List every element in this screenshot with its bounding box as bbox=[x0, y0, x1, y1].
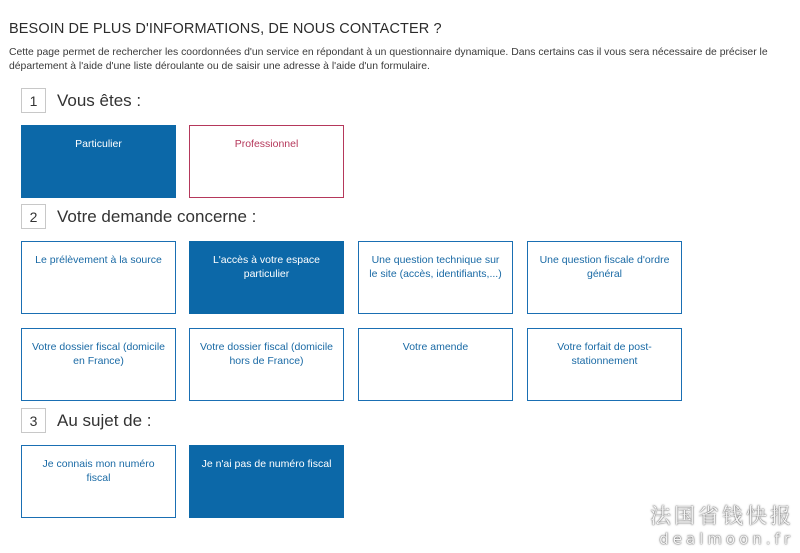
step-number: 2 bbox=[21, 204, 46, 229]
step-1-header bbox=[21, 88, 141, 113]
option-pas-numero-fiscal[interactable]: Je n'ai pas de numéro fiscal bbox=[189, 445, 344, 518]
option-particulier[interactable]: Particulier bbox=[21, 125, 176, 198]
option-forfait-stationnement[interactable]: Votre forfait de post-stationnement bbox=[527, 328, 682, 401]
option-acces-espace[interactable]: L'accès à votre espace particulier bbox=[189, 241, 344, 314]
step-title: Vous êtes : bbox=[57, 90, 142, 110]
option-dossier-hors-france[interactable]: Votre dossier fiscal (domicile hors de France) bbox=[189, 328, 344, 401]
step-2-header bbox=[21, 204, 256, 229]
option-prelevement-source[interactable]: Le prélèvement à la source bbox=[21, 241, 176, 314]
watermark bbox=[650, 500, 794, 548]
step-title: Votre demande concerne : bbox=[57, 206, 257, 226]
step-3-header bbox=[21, 408, 152, 433]
page-title: BESOIN DE PLUS D'INFORMATIONS, DE NOUS CONTACTER ? bbox=[9, 21, 442, 37]
intro-text: Cette page permet de rechercher les coordonnées d'un service en répondant à un questionnaire dynamique. Dans certains cas il vous sera nécessaire de préciser le département à l'aide d'une liste déroulante ou de saisir une adresse à l'aide d'un formulaire. bbox=[9, 47, 768, 72]
step-title: Au sujet de : bbox=[57, 410, 152, 430]
option-question-technique[interactable]: Une question technique sur le site (accès, identifiants,...) bbox=[358, 241, 513, 314]
option-dossier-france[interactable]: Votre dossier fiscal (domicile en France) bbox=[21, 328, 176, 401]
option-connais-numero-fiscal[interactable]: Je connais mon numéro fiscal bbox=[21, 445, 176, 518]
watermark-latin: dealmoon.fr bbox=[659, 530, 794, 548]
watermark-chinese: 法国省钱快报 bbox=[650, 504, 794, 528]
option-professionnel[interactable]: Professionnel bbox=[189, 125, 344, 198]
option-amende[interactable]: Votre amende bbox=[358, 328, 513, 401]
step-number: 1 bbox=[21, 88, 46, 113]
option-question-fiscale[interactable]: Une question fiscale d'ordre général bbox=[527, 241, 682, 314]
step-number: 3 bbox=[21, 408, 46, 433]
